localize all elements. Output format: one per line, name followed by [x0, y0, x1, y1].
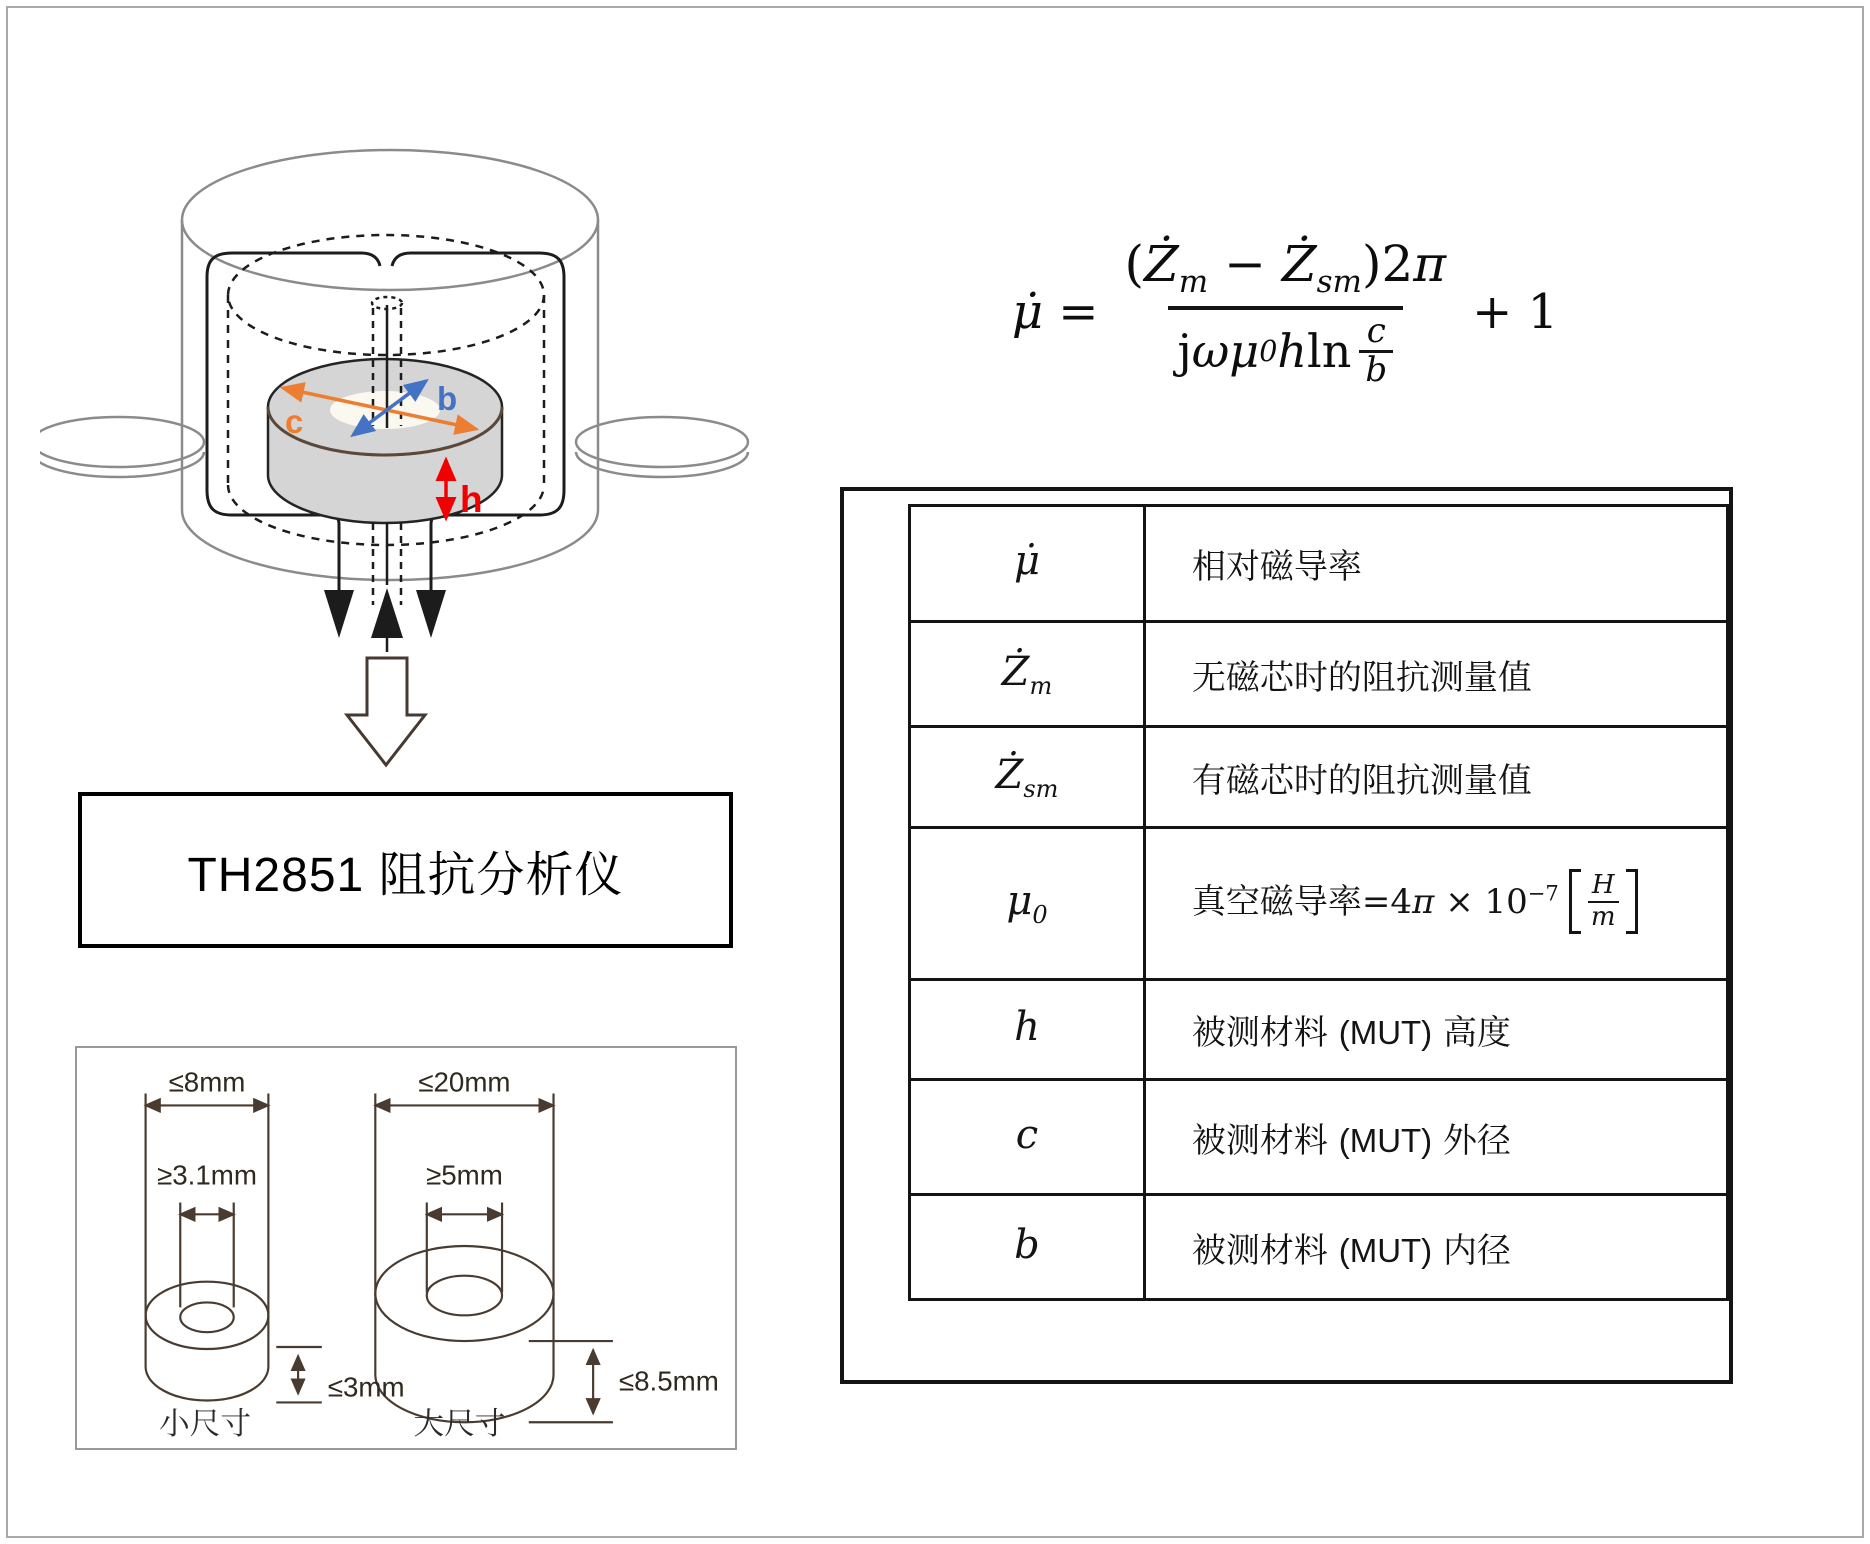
permeability-formula	[975, 235, 1595, 388]
small-height-dim-label: ≤3mm	[327, 1371, 405, 1403]
symbol-table	[908, 504, 1729, 1301]
large-toroid-drawing	[375, 1094, 613, 1423]
formula-denominator: j ω μ 0 h ln c b	[1168, 306, 1404, 388]
symbol-cell: μ̇	[910, 506, 1145, 622]
description-cell: 被测材料 (MUT) 外径	[1144, 1080, 1727, 1195]
table-row	[910, 506, 1728, 622]
description-cell: 有磁芯时的阻抗测量值	[1144, 727, 1727, 828]
flow-arrow	[347, 658, 425, 765]
large-size-caption: 大尺寸	[413, 1406, 506, 1442]
unit-bracket-h-per-m: H m	[1569, 869, 1638, 935]
small-toroid-drawing	[146, 1094, 322, 1403]
description-cell: 无磁芯时的阻抗测量值	[1144, 622, 1727, 727]
small-outer-dim-label: ≤8mm	[168, 1066, 246, 1098]
large-inner-dim-label: ≥5mm	[426, 1159, 503, 1191]
symbol-cell: h	[910, 980, 1145, 1080]
small-size-caption: 小尺寸	[158, 1406, 252, 1442]
height-label-h: h	[460, 479, 483, 520]
down-arrow-left	[324, 590, 354, 638]
signal-arrows	[324, 588, 446, 638]
formula-numerator: ($Ż_m$ − $Ż_{sm})2\pi$	[1124, 235, 1447, 300]
small-inner-dim-label: ≥3.1mm	[157, 1159, 257, 1191]
side-flange-left	[40, 417, 204, 477]
analyzer-label: TH2851 阻抗分析仪	[187, 848, 624, 902]
large-outer-dim-label: ≤20mm	[418, 1066, 511, 1098]
table-row	[910, 727, 1728, 828]
symbol-cell: $Ż_m$	[910, 622, 1145, 727]
symbol-cell: c	[910, 1080, 1145, 1195]
formula-fraction	[1115, 235, 1457, 388]
table-row	[910, 1080, 1728, 1195]
size-chart-box	[75, 1046, 737, 1450]
description-cell: 真空磁导率$=4\pi \times 10^{-7}$ H m	[1144, 828, 1727, 980]
formula-cb-fraction: c b	[1359, 314, 1393, 388]
up-arrow-center	[371, 588, 403, 638]
description-cell: 相对磁导率	[1144, 506, 1727, 622]
formula-tail: + 1	[1472, 283, 1559, 340]
large-height-dim-label: ≤8.5mm	[618, 1365, 719, 1397]
analyzer-box	[78, 792, 733, 948]
symbol-cell: $Ż_{sm}$	[910, 727, 1145, 828]
symbol-cell: $\mu_0$	[910, 828, 1145, 980]
size-chart-diagram	[77, 1048, 735, 1448]
outer-diameter-label-c: c	[285, 403, 304, 440]
symbol-cell: b	[910, 1195, 1145, 1300]
description-cell: 被测材料 (MUT) 高度	[1144, 980, 1727, 1080]
table-row	[910, 622, 1728, 727]
test-fixture-diagram	[40, 90, 780, 830]
description-cell: 被测材料 (MUT) 内径	[1144, 1195, 1727, 1300]
table-row	[910, 1195, 1728, 1300]
formula-lhs: μ̇ =	[1011, 283, 1099, 340]
table-row	[910, 980, 1728, 1080]
table-row	[910, 828, 1728, 980]
side-flange-right	[576, 417, 748, 477]
down-arrow-right	[416, 590, 446, 638]
symbol-table-box	[840, 487, 1733, 1384]
inner-diameter-label-b: b	[437, 380, 458, 417]
